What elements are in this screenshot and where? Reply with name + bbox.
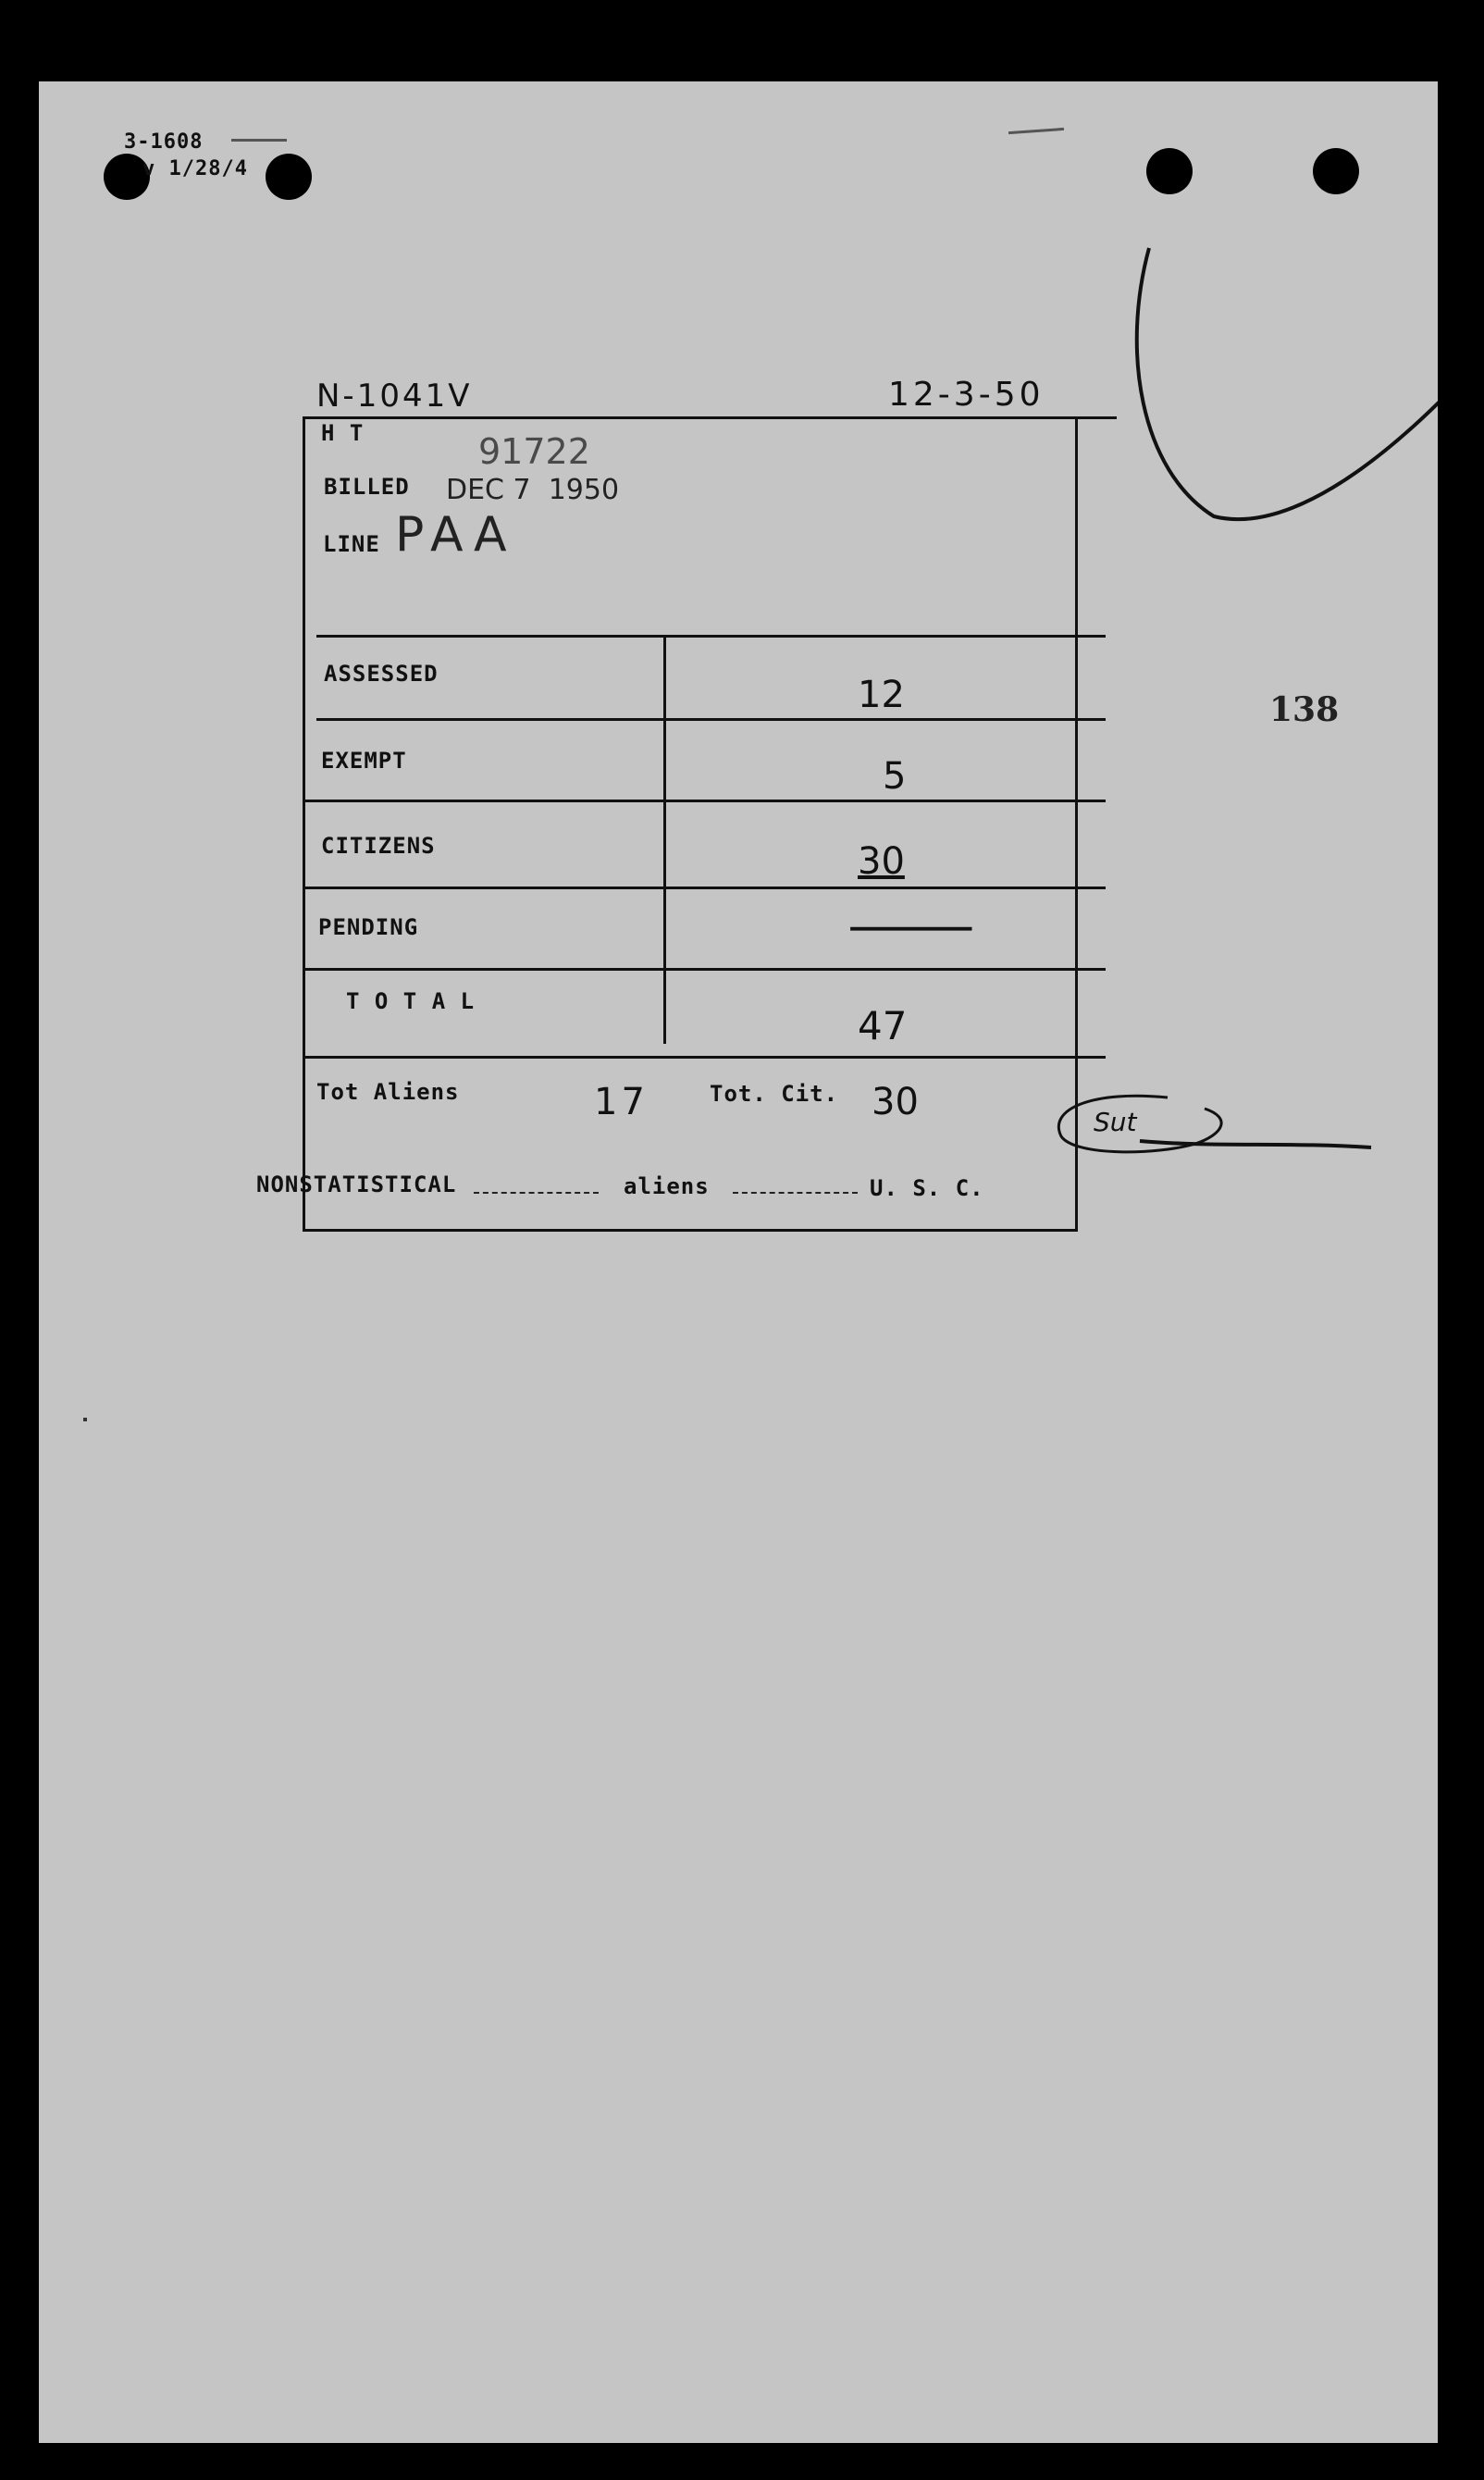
row-divider: [305, 968, 1106, 971]
tot-cit-value: 30: [872, 1081, 919, 1123]
pending-value: —: [844, 896, 979, 956]
citizens-value: 30: [858, 840, 905, 883]
dust-speck: [1008, 128, 1064, 134]
exempt-label: EXEMPT: [321, 748, 407, 774]
page-number: 138: [1269, 690, 1340, 729]
box-top-border: [303, 416, 1117, 419]
tot-cit-label: Tot. Cit.: [710, 1081, 839, 1107]
punch-hole: [266, 154, 312, 200]
exempt-value: 5: [883, 755, 907, 798]
form-code: 3-1608: [124, 130, 204, 154]
assessed-label: ASSESSED: [324, 661, 439, 687]
billed-date-stamp: DEC 7 1950: [446, 474, 620, 506]
nonstat-aliens-blank: [474, 1192, 599, 1194]
box-left-border: [303, 416, 305, 1231]
serial-stamp: 91722: [478, 431, 590, 472]
row-divider: [316, 635, 1106, 638]
document-page: [39, 81, 1438, 2443]
citizens-label: CITIZENS: [321, 833, 436, 859]
pen-stroke-mark: [1103, 165, 1438, 544]
total-value: 47: [858, 1003, 908, 1048]
row-divider: [305, 1056, 1106, 1059]
initials-loop: [1010, 1090, 1399, 1173]
tot-aliens-label: Tot Aliens: [316, 1079, 460, 1105]
initials: Sut: [1094, 1107, 1137, 1137]
tot-aliens-value: 17: [594, 1081, 649, 1123]
line-value: PAA: [395, 507, 516, 563]
usc-blank: [733, 1192, 858, 1194]
form-revision: v 1/28/4: [142, 157, 248, 180]
ht-label: H T: [321, 420, 365, 446]
line-label: LINE: [323, 531, 380, 557]
box-bottom-border: [303, 1229, 1078, 1232]
row-divider: [305, 800, 1106, 802]
usc-label: U. S. C.: [870, 1175, 984, 1201]
row-divider: [305, 887, 1106, 889]
aliens-label: aliens: [624, 1173, 710, 1199]
total-label: T O T A L: [346, 988, 476, 1014]
billed-label: BILLED: [324, 474, 410, 500]
handwritten-date: 12-3-50: [888, 376, 1045, 414]
file-number: N-1041V: [316, 378, 473, 415]
column-divider: [663, 637, 666, 1044]
dust-speck: [231, 139, 287, 142]
assessed-value: 12: [858, 674, 905, 716]
dust-speck: [83, 1418, 87, 1421]
pending-label: PENDING: [318, 914, 419, 940]
row-divider: [316, 718, 1106, 721]
nonstatistical-label: NONSTATISTICAL: [256, 1172, 457, 1197]
